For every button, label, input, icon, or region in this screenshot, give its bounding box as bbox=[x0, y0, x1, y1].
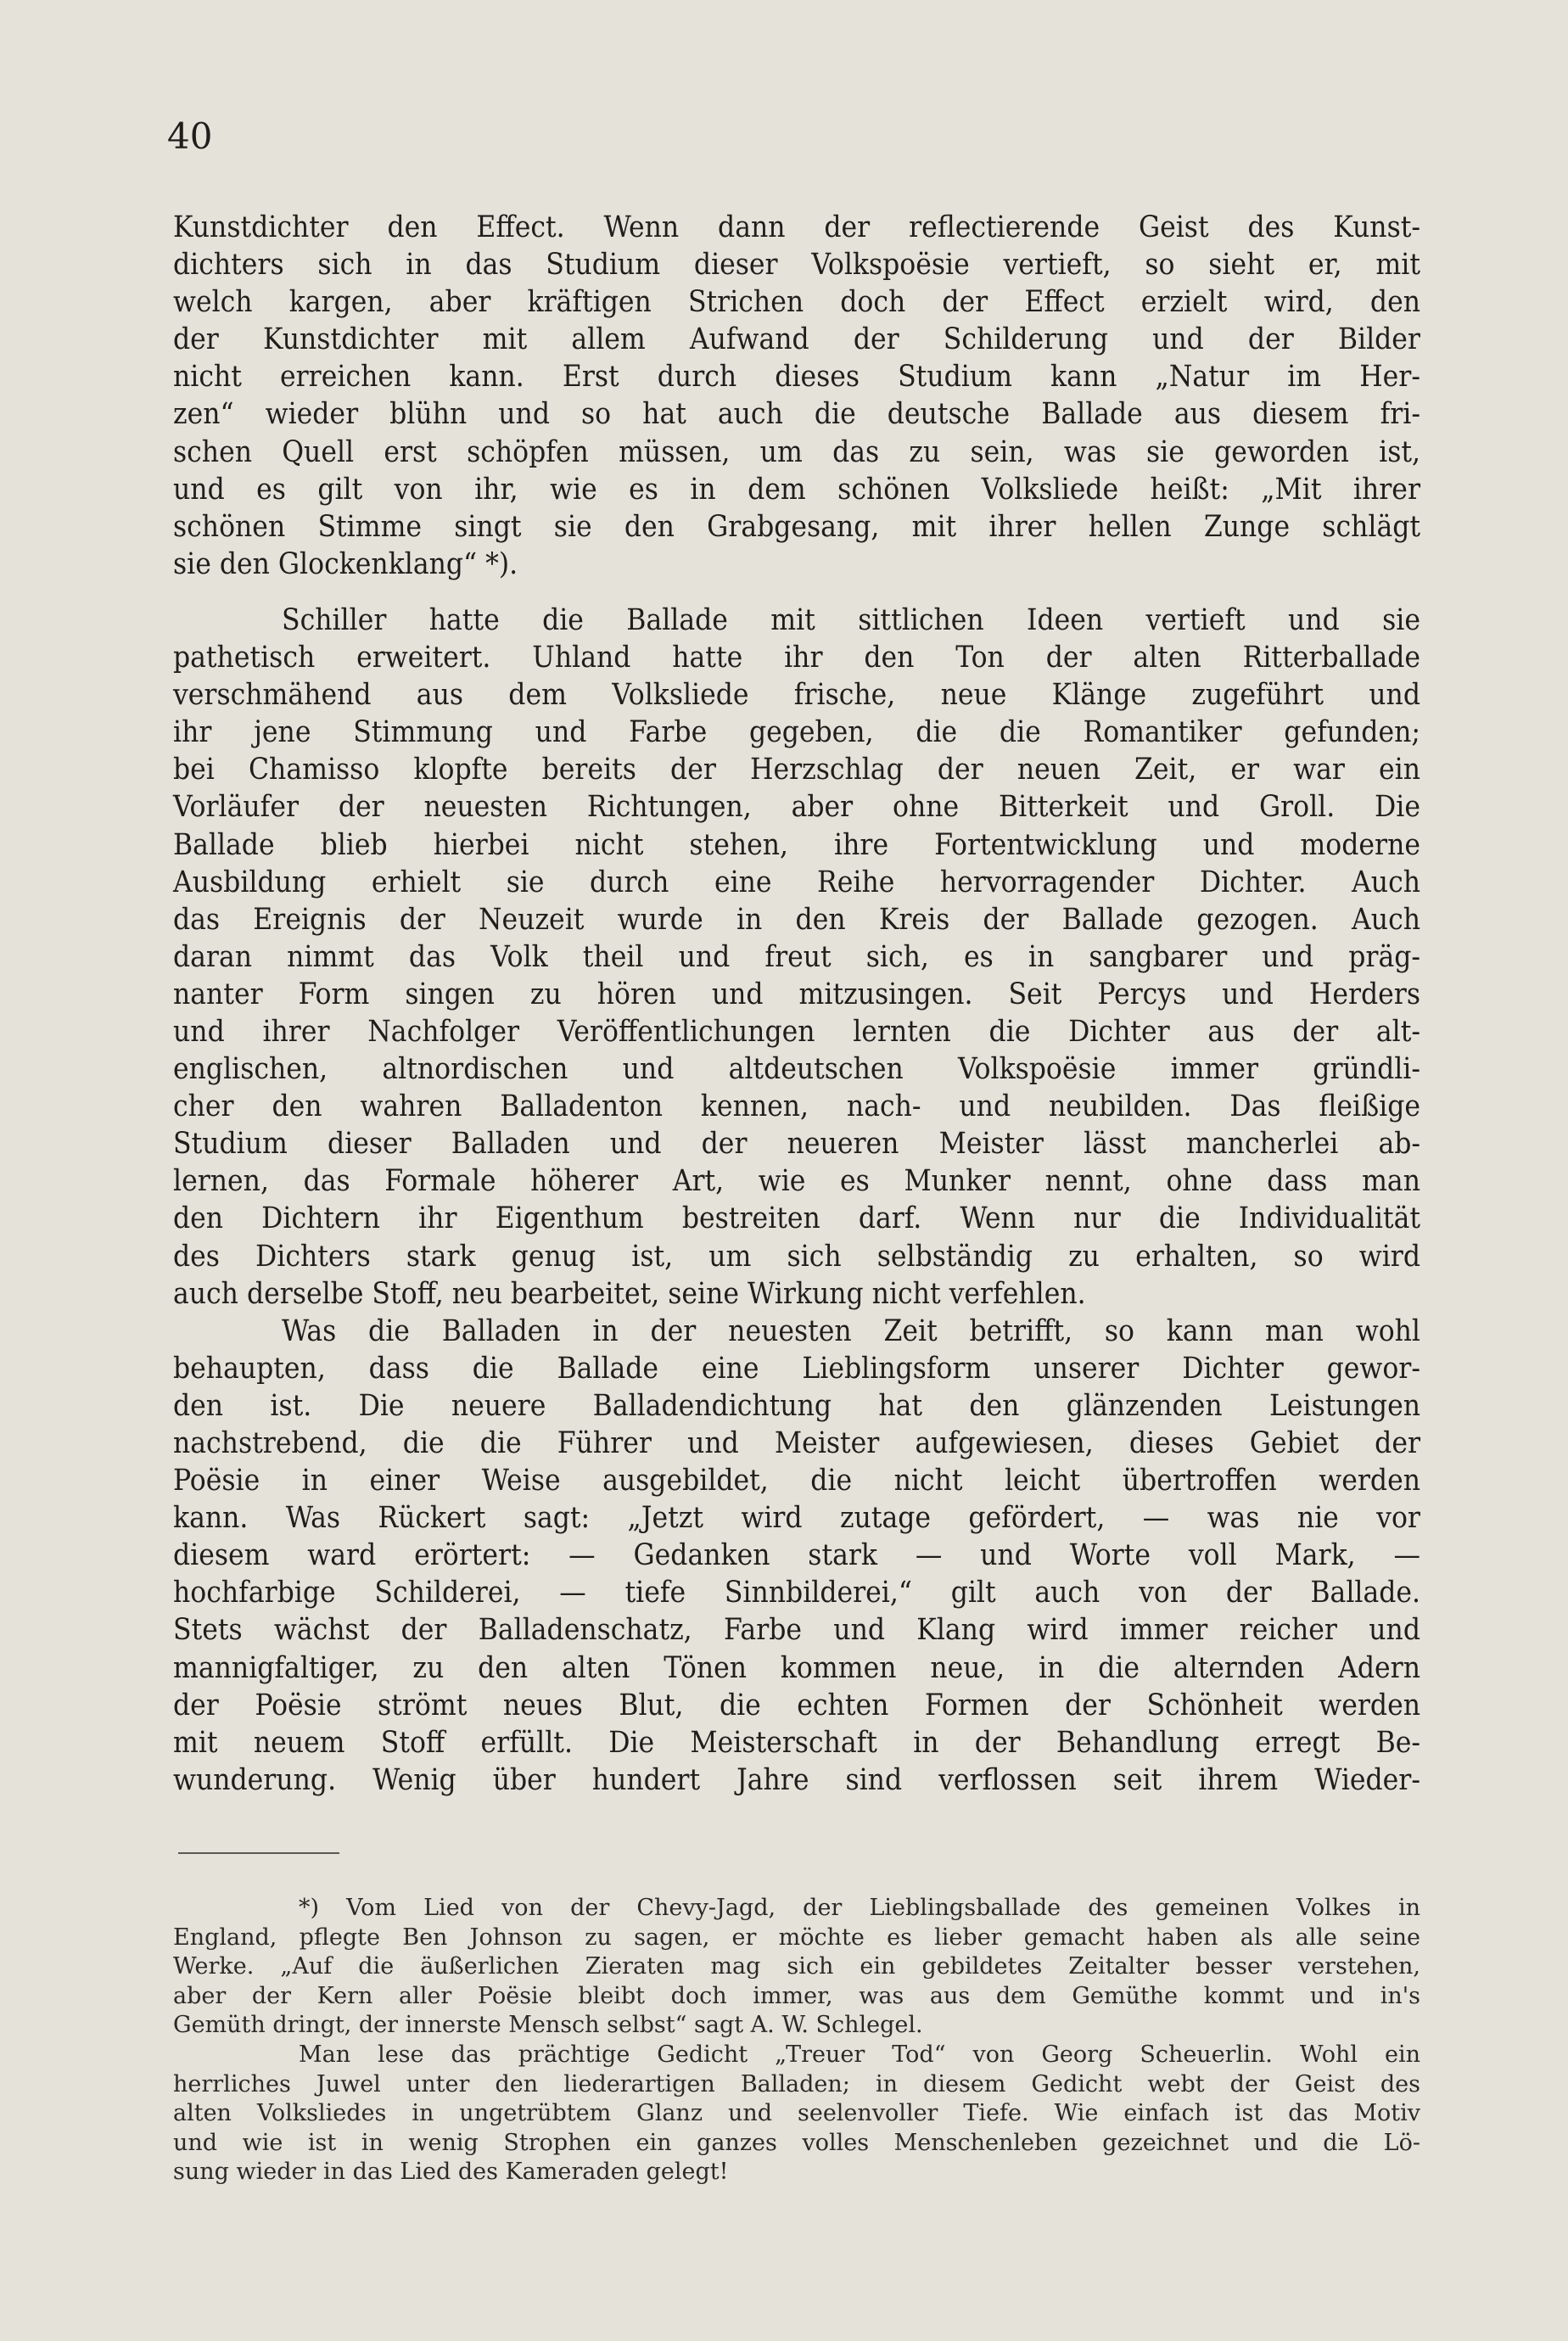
footnote-line: und wie ist in wenig Strophen ein ganzes volles Menschenleben gezeichnet und die Lö- bbox=[173, 2129, 1420, 2156]
footnote-line: *) Vom Lied von der Chevy-Jagd, der Lieblingsballade des gemeinen Volkes in bbox=[299, 1895, 1420, 1921]
text-line: Studium dieser Balladen und der neueren Meister lässt mancherlei ab- bbox=[173, 1127, 1420, 1162]
text-line: daran nimmt das Volk theil und freut sich, es in sangbarer und präg- bbox=[173, 939, 1420, 974]
text-line: pathetisch erweitert. Uhland hatte ihr den Ton der alten Ritterballade bbox=[173, 641, 1420, 675]
text-line: der Poësie strömt neues Blut, die echten Formen der Schönheit werden bbox=[173, 1688, 1420, 1722]
text-line: lernen, das Formale höherer Art, wie es Munker nennt, ohne dass man bbox=[173, 1164, 1420, 1199]
text-line: mit neuem Stoff erfüllt. Die Meisterschaft in der Behandlung erregt Be- bbox=[173, 1725, 1420, 1760]
text-line: Kunstdichter den Effect. Wenn dann der reflectierende Geist des Kunst- bbox=[173, 210, 1420, 244]
footnote-rule bbox=[178, 1852, 339, 1854]
text-line: und ihrer Nachfolger Veröffentlichungen lernten die Dichter aus der alt- bbox=[173, 1014, 1420, 1049]
text-line: Schiller hatte die Ballade mit sittlichen Ideen vertieft und sie bbox=[282, 602, 1420, 637]
text-line: nanter Form singen zu hören und mitzusingen. Seit Percys und Herders bbox=[173, 977, 1420, 1011]
text-line: wunderung. Wenig über hundert Jahre sind verflossen seit ihrem Wieder- bbox=[173, 1762, 1420, 1797]
text-line: diesem ward erörtert: — Gedanken stark — und Worte voll Mark, — bbox=[173, 1538, 1420, 1573]
footnote-line: England, pflegte Ben Johnson zu sagen, er möchte es lieber gemacht haben als alle seine bbox=[173, 1924, 1420, 1951]
text-line: englischen, altnordischen und altdeutschen Volkspoësie immer gründli- bbox=[173, 1052, 1420, 1087]
footnote-line: Werke. „Auf die äußerlichen Zieraten mag sich ein gebildetes Zeitalter besser verstehen, bbox=[173, 1953, 1420, 1980]
text-line: nachstrebend, die die Führer und Meister aufgewiesen, dieses Gebiet der bbox=[173, 1426, 1420, 1460]
footnote bbox=[173, 1894, 1420, 2041]
footnote-line: aber der Kern aller Poësie bleibt doch immer, was aus dem Gemüthe kommt und in's bbox=[173, 1982, 1420, 2009]
text-line: und es gilt von ihr, wie es in dem schönen Volksliede heißt: „Mit ihrer bbox=[173, 472, 1420, 507]
page-number: 40 bbox=[167, 115, 213, 157]
text-line: cher den wahren Balladenton kennen, nach- und neubilden. Das fleißige bbox=[173, 1089, 1420, 1124]
paragraph bbox=[173, 209, 1420, 583]
paragraph bbox=[173, 602, 1420, 1313]
text-line: den ist. Die neuere Balladendichtung hat den glänzenden Leistungen bbox=[173, 1388, 1420, 1423]
text-line: verschmähend aus dem Volksliede frische, neue Klänge zugeführt und bbox=[173, 678, 1420, 713]
footnotes bbox=[173, 1894, 1420, 2187]
text-line: auch derselbe Stoff, neu bearbeitet, seine Wirkung nicht verfehlen. bbox=[173, 1276, 1086, 1311]
footnote-line: sung wieder in das Lied des Kameraden gelegt! bbox=[173, 2159, 729, 2186]
text-line: hochfarbige Schilderei, — tiefe Sinnbilderei,“ gilt auch von der Ballade. bbox=[173, 1576, 1420, 1610]
text-line: mannigfaltiger, zu den alten Tönen kommen neue, in die alternden Adern bbox=[173, 1650, 1420, 1685]
text-line: kann. Was Rückert sagt: „Jetzt wird zutage gefördert, — was nie vor bbox=[173, 1501, 1420, 1536]
text-line: der Kunstdichter mit allem Aufwand der Schilderung und der Bilder bbox=[173, 322, 1420, 357]
text-line: nicht erreichen kann. Erst durch dieses Studium kann „Natur im Her- bbox=[173, 360, 1420, 395]
main-text bbox=[173, 209, 1420, 1799]
footnote-line: Gemüth dringt, der innerste Mensch selbst“ sagt A. W. Schlegel. bbox=[173, 2012, 923, 2039]
text-line: dichters sich in das Studium dieser Volkspoësie vertieft, so sieht er, mit bbox=[173, 248, 1420, 283]
text-line: Ballade blieb hierbei nicht stehen, ihre Fortentwicklung und moderne bbox=[173, 827, 1420, 862]
text-line: zen“ wieder blühn und so hat auch die deutsche Ballade aus diesem fri- bbox=[173, 397, 1420, 432]
text-line: behaupten, dass die Ballade eine Lieblingsform unserer Dichter gewor- bbox=[173, 1351, 1420, 1386]
text-line: bei Chamisso klopfte bereits der Herzschlag der neuen Zeit, er war ein bbox=[173, 753, 1420, 787]
text-line: den Dichtern ihr Eigenthum bestreiten darf. Wenn nur die Individualität bbox=[173, 1201, 1420, 1236]
text-line: schen Quell erst schöpfen müssen, um das zu sein, was sie geworden ist, bbox=[173, 434, 1420, 469]
footnote-line: Man lese das prächtige Gedicht „Treuer Tod“ von Georg Scheuerlin. Wohl ein bbox=[299, 2041, 1420, 2068]
text-line: das Ereignis der Neuzeit wurde in den Kreis der Ballade gezogen. Auch bbox=[173, 902, 1420, 937]
text-line: des Dichters stark genug ist, um sich selbständig zu erhalten, so wird bbox=[173, 1239, 1420, 1274]
footnote-line: herrliches Juwel unter den liederartigen Balladen; in diesem Gedicht webt der Geist des bbox=[173, 2070, 1420, 2097]
text-line: sie den Glockenklang“ *). bbox=[173, 546, 518, 581]
text-line: ihr jene Stimmung und Farbe gegeben, die die Romantiker gefunden; bbox=[173, 715, 1420, 750]
text-line: welch kargen, aber kräftigen Strichen doch der Effect erzielt wird, den bbox=[173, 285, 1420, 320]
footnote bbox=[173, 2041, 1420, 2187]
text-line: Was die Balladen in der neuesten Zeit betrifft, so kann man wohl bbox=[282, 1313, 1420, 1348]
text-line: Ausbildung erhielt sie durch eine Reihe hervorragender Dichter. Auch bbox=[173, 865, 1420, 899]
paragraph bbox=[173, 1313, 1420, 1799]
text-line: schönen Stimme singt sie den Grabgesang, mit ihrer hellen Zunge schlägt bbox=[173, 509, 1420, 544]
text-line: Stets wächst der Balladenschatz, Farbe und Klang wird immer reicher und bbox=[173, 1613, 1420, 1648]
footnote-line: alten Volksliedes in ungetrübtem Glanz und seelenvoller Tiefe. Wie einfach ist das Motiv bbox=[173, 2100, 1420, 2127]
text-line: Poësie in einer Weise ausgebildet, die nicht leicht übertroffen werden bbox=[173, 1464, 1420, 1498]
text-line: Vorläufer der neuesten Richtungen, aber ohne Bitterkeit und Groll. Die bbox=[173, 790, 1420, 825]
